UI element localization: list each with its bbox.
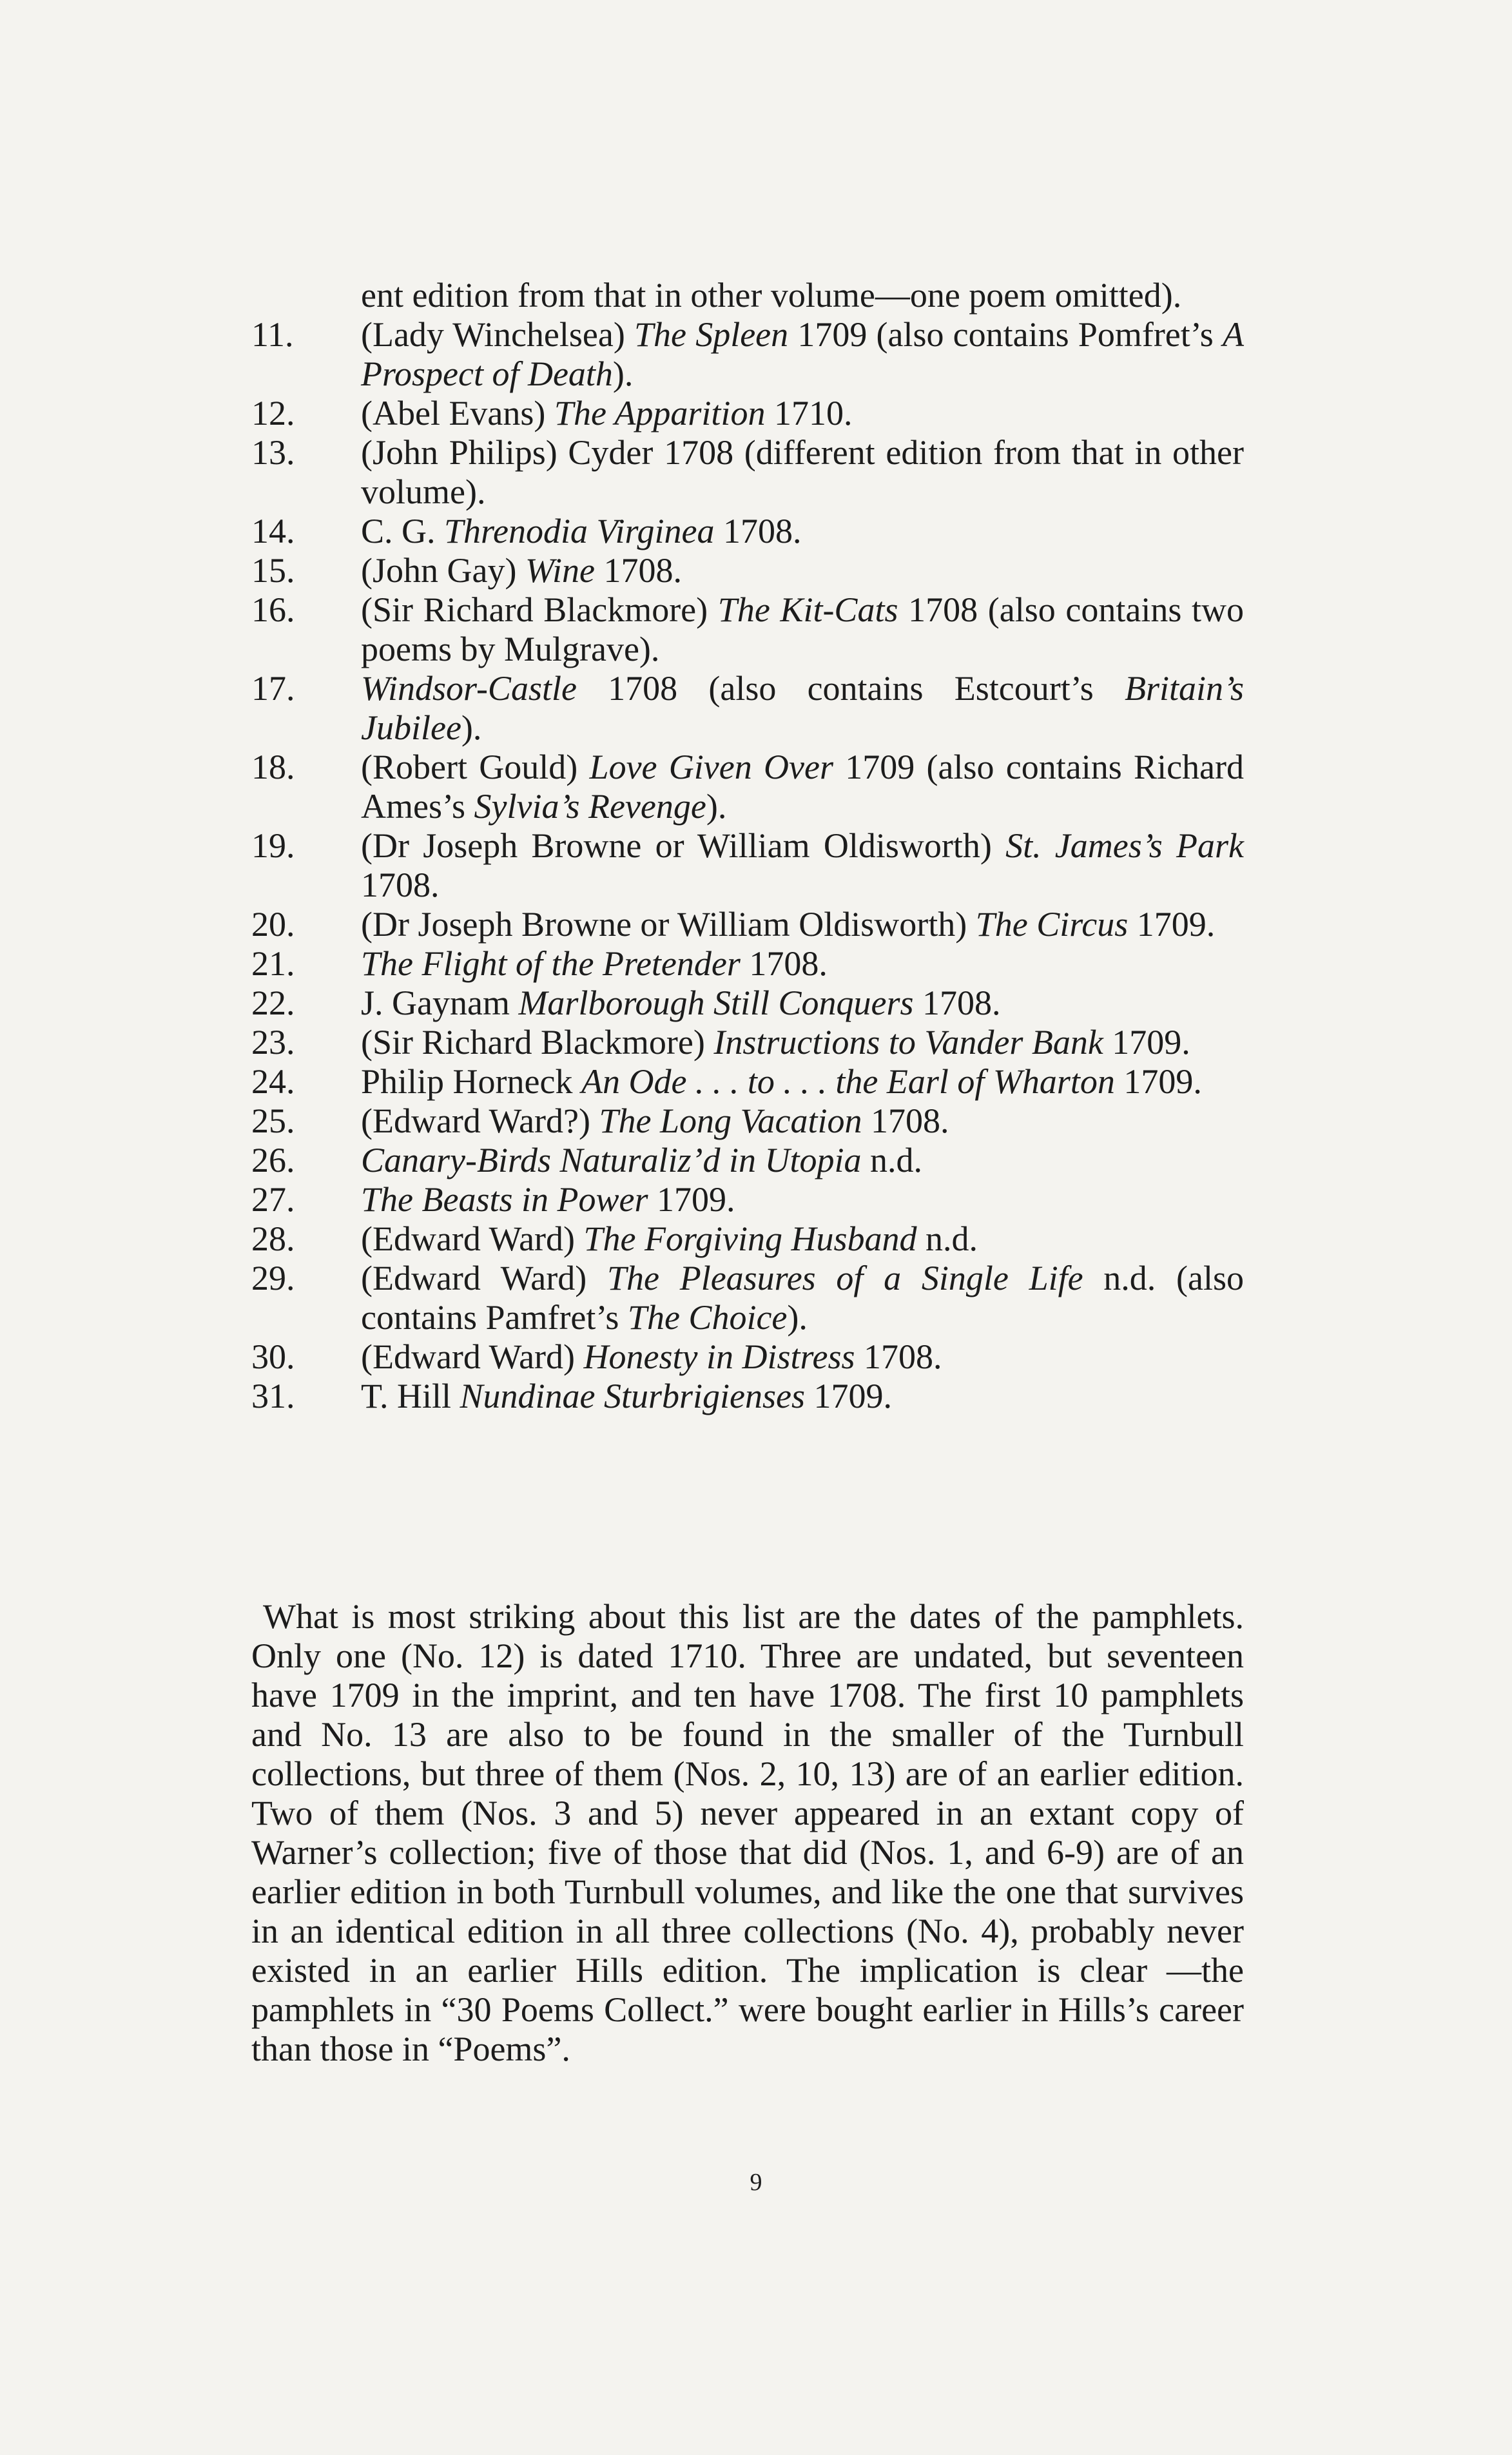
list-entry <box>251 1062 1244 1101</box>
entry-text: n.d. <box>861 1141 923 1179</box>
entry-title: St. James’s Park <box>1005 826 1244 865</box>
entry-title: The Pleasures of a Single Life <box>606 1259 1083 1297</box>
entry-number: 29. <box>251 1259 295 1297</box>
entry-text: J. Gaynam <box>361 984 519 1022</box>
entry-number: 22. <box>251 984 295 1022</box>
entry-number: 26. <box>251 1141 295 1179</box>
entry-text: n.d. <box>916 1219 978 1258</box>
entry-title: The Kit-Cats <box>717 590 898 629</box>
entry-text: C. G. <box>361 512 445 550</box>
entry-number: 19. <box>251 826 295 865</box>
list-entry <box>251 1180 1244 1219</box>
entry-number: 16. <box>251 590 295 629</box>
entry-text: 1708. <box>714 512 802 550</box>
entry-text: (Abel Evans) <box>361 394 554 432</box>
list-entry <box>251 984 1244 1023</box>
entry-title: Honesty in Distress <box>583 1337 855 1376</box>
list-entry <box>251 1219 1244 1259</box>
list-entry <box>251 433 1244 512</box>
list-continuation: ent edition from that in other volume—one poem omitted). <box>361 276 1182 315</box>
entry-text: T. Hill <box>361 1377 460 1415</box>
entry-text: 1708. <box>740 944 828 983</box>
entry-text: 1709. <box>1103 1023 1190 1062</box>
list-entry <box>251 394 1244 433</box>
entry-title: Windsor-Castle <box>361 669 577 708</box>
list-entry <box>251 1337 1244 1377</box>
entry-number: 20. <box>251 905 295 944</box>
entry-text: 1708. <box>862 1101 949 1140</box>
list-entry <box>251 590 1244 669</box>
list-entry <box>251 1023 1244 1062</box>
entry-text: 1708. <box>855 1337 942 1376</box>
entry-number: 23. <box>251 1023 295 1062</box>
entry-title: The Spleen <box>634 315 789 354</box>
body-paragraph: What is most striking about this list are the dates of the pamphlets. Only one (No. 12) is dated 1710. Three are undated, but seventeen have 1709 in the imprint, and ten have 1708. The first 10 pamphlets and No. 13 are also to be found in the smaller of the Turnbull collections, but three of them (Nos. 2, 10, 13) are of an earlier edition. Two of them (Nos. 3 and 5) never appeared in an extant copy of Warner’s collection; five of those that did (Nos. 1, and 6-9) are of an earlier edition in both Turnbull volumes, and like the one that survives in an identical edition in all three collections (No. 4), probably never existed in an earlier Hills edition. The implication is clear —the pamphlets in “30 Poems Collect.” were bought earlier in Hills’s career than those in “Poems”. <box>251 1597 1244 2068</box>
entry-text: 1708. <box>361 866 440 904</box>
entry-title: The Choice <box>627 1298 788 1337</box>
entry-text: (Edward Ward) <box>361 1259 607 1297</box>
entry-number: 18. <box>251 748 295 786</box>
entry-text: n.d. (also contains Pamfret’s <box>361 1259 1245 1337</box>
entry-text: Philip Horneck <box>361 1062 581 1101</box>
entry-number: 27. <box>251 1180 295 1219</box>
entry-number: 12. <box>251 394 295 432</box>
entry-number: 15. <box>251 551 295 590</box>
entry-text: (Dr Joseph Browne or William Oldisworth) <box>361 905 976 944</box>
entry-title: The Apparition <box>554 394 766 432</box>
entry-text: 1708. <box>594 551 682 590</box>
entry-title: Marlborough Still Conquers <box>518 984 914 1022</box>
list-entry <box>251 512 1244 551</box>
entry-number: 14. <box>251 512 295 550</box>
entry-text: (Edward Ward) <box>361 1219 584 1258</box>
entry-text: 1708 (also contains two poems by Mulgrave). <box>361 590 1244 668</box>
entry-text: (John Gay) <box>361 551 525 590</box>
list-entry <box>251 1101 1244 1141</box>
entry-title: The Beasts in Power <box>361 1180 648 1219</box>
entry-title: The Forgiving Husband <box>583 1219 917 1258</box>
entry-text: (Sir Richard Blackmore) <box>361 590 718 629</box>
entry-text: 1709. <box>1114 1062 1202 1101</box>
entry-number: 25. <box>251 1101 295 1140</box>
entry-text: (Lady Winchelsea) <box>361 315 635 354</box>
entry-text: ). <box>787 1298 808 1337</box>
entry-title: The Circus <box>975 905 1129 944</box>
entry-title: Nundinae Sturbrigienses <box>460 1377 805 1415</box>
entry-text: 1709 (also contains Pomfret’s <box>788 315 1223 354</box>
entry-text: (Sir Richard Blackmore) <box>361 1023 714 1062</box>
entry-title: Sylvia’s Revenge <box>474 787 706 826</box>
pamphlet-list <box>251 276 1244 1416</box>
entry-title: A Prospect of Death <box>361 315 1244 393</box>
entry-text: 1709 (also contains Richard Ames’s <box>361 748 1244 826</box>
entry-number: 31. <box>251 1377 295 1415</box>
entry-number: 17. <box>251 669 295 708</box>
entry-container <box>251 315 1244 1416</box>
entry-text: (John Philips) Cyder 1708 (different edition from that in other volume). <box>361 433 1244 511</box>
entry-text: ). <box>706 787 727 826</box>
entry-title: The Flight of the Pretender <box>361 944 741 983</box>
entry-text: 1710. <box>765 394 853 432</box>
entry-text: 1709. <box>1128 905 1216 944</box>
entry-number: 11. <box>251 315 294 354</box>
entry-number: 28. <box>251 1219 295 1258</box>
page-number: 9 <box>750 2169 762 2196</box>
entry-number: 21. <box>251 944 295 983</box>
entry-title: The Long Vacation <box>599 1101 862 1140</box>
entry-number: 30. <box>251 1337 295 1376</box>
entry-title: Love Given Over <box>589 748 833 786</box>
list-entry <box>251 315 1244 394</box>
entry-title: Instructions to Vander Bank <box>713 1023 1103 1062</box>
entry-title: An Ode . . . to . . . the Earl of Wharton <box>581 1062 1115 1101</box>
list-entry <box>251 669 1244 748</box>
entry-title: Britain’s Jubilee <box>361 669 1244 747</box>
entry-text: 1709. <box>804 1377 892 1415</box>
entry-title: Wine <box>525 551 595 590</box>
entry-text: 1708 (also contains Estcourt’s <box>576 669 1125 708</box>
entry-number: 13. <box>251 433 295 472</box>
list-entry <box>251 551 1244 590</box>
list-entry <box>251 944 1244 984</box>
entry-text: 1709. <box>648 1180 735 1219</box>
list-entry <box>251 1141 1244 1180</box>
entry-title: Threnodia Virginea <box>444 512 715 550</box>
entry-text: (Edward Ward?) <box>361 1101 599 1140</box>
list-entry <box>251 905 1244 944</box>
entry-number: 24. <box>251 1062 295 1101</box>
list-entry <box>251 748 1244 826</box>
entry-text: (Robert Gould) <box>361 748 590 786</box>
entry-title: Canary-Birds Naturaliz’d in Utopia <box>361 1141 862 1179</box>
entry-text: (Dr Joseph Browne or William Oldisworth) <box>361 826 1006 865</box>
entry-text: ). <box>461 708 482 747</box>
list-entry <box>251 1259 1244 1337</box>
entry-text: ). <box>612 354 634 393</box>
entry-text: 1708. <box>913 984 1001 1022</box>
list-entry <box>251 826 1244 905</box>
entry-text: (Edward Ward) <box>361 1337 584 1376</box>
list-entry <box>251 1377 1244 1416</box>
